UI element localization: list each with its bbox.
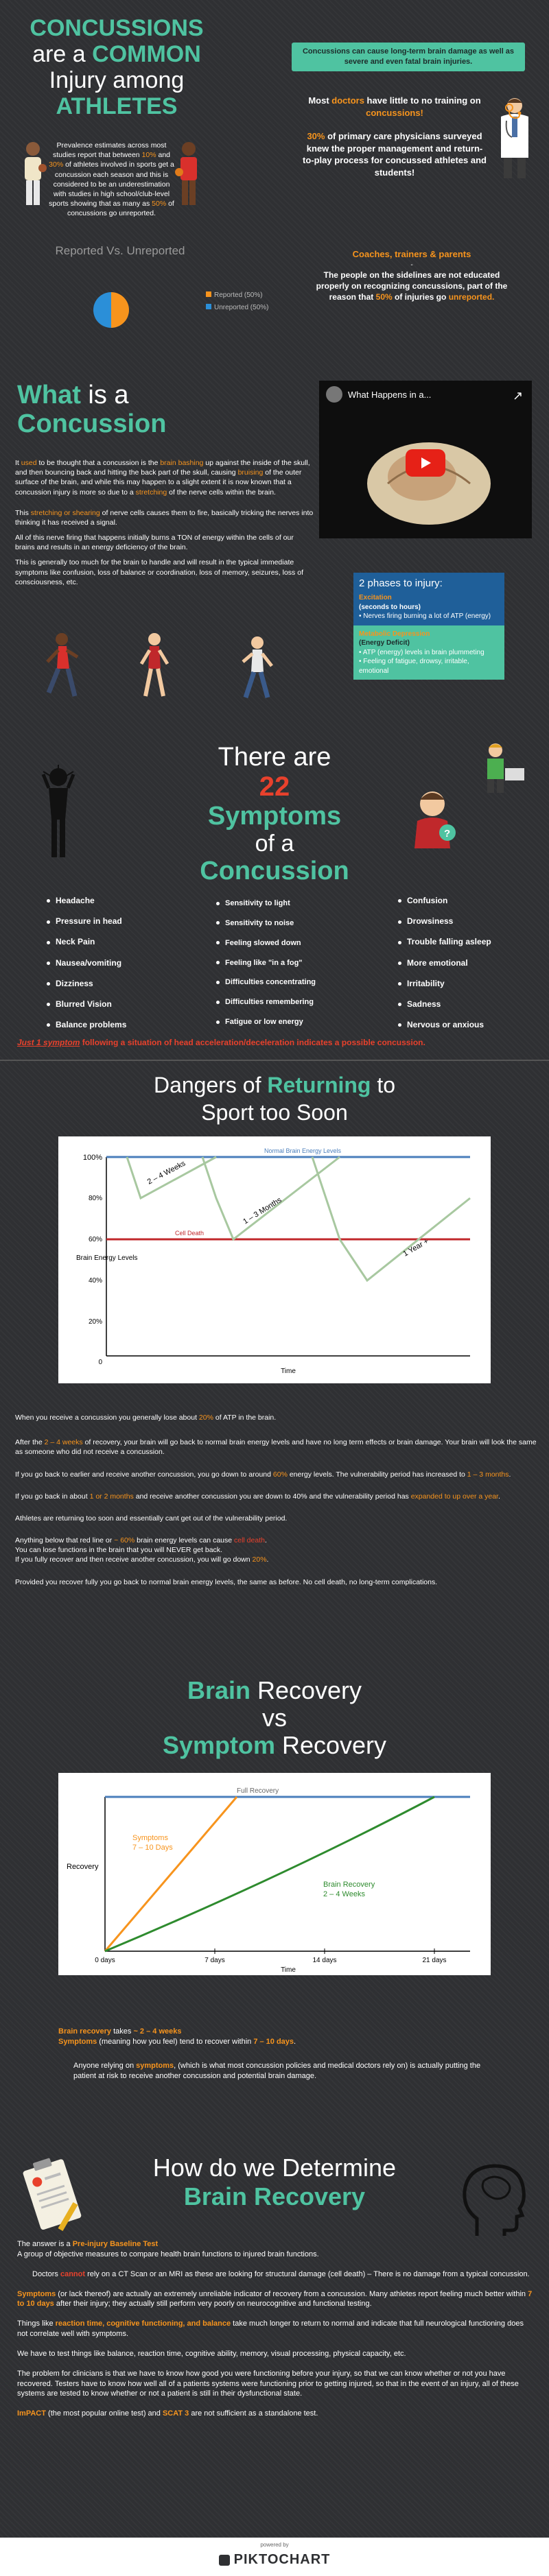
dangers-title-b: Returning (267, 1073, 371, 1097)
dangers-p1-b: 20% (198, 1414, 213, 1422)
determine-p2-c: rely on a CT Scan or an MRI as these are looking for structural damage (cell death) – There is no damage from a typical concussion. (85, 2269, 530, 2278)
what-paragraph-3: All of this nerve firing that happens initially burns a TON of energy within the cells of our brains and results in an energy deficiency of the brain. (15, 534, 294, 552)
dangers-p3-e: . (509, 1470, 511, 1479)
dangers-p6-c: brain energy levels can cause (135, 1536, 234, 1545)
what-p1-f: bruising (237, 468, 264, 477)
dangers-p6 (15, 1536, 537, 1545)
dangers-p2-b: 2 – 4 weeks (44, 1438, 83, 1447)
recovery-curve-2 (202, 1157, 340, 1239)
symptom-item: Nervous or anxious (398, 1019, 535, 1030)
dangers-p3-c: energy levels. The vulnerability period has increased to (287, 1470, 467, 1479)
recovery-y-label: Recovery (67, 1863, 99, 1871)
symptom-item: Blurred Vision (47, 999, 170, 1010)
dangers-p4-e: . (498, 1492, 500, 1501)
symptom-item: Feeling slowed down (216, 938, 353, 949)
recovery-p1-f: 7 – 10 days (253, 2037, 294, 2046)
what-p2-c: of nerve cells causes them to fire, basically tricking the nerves into thinking it has received a signal. (15, 508, 314, 527)
y-tick-20: 20% (88, 1318, 102, 1326)
running-figure-2 (130, 631, 178, 706)
phases-box-top (353, 573, 504, 625)
symptom-recovery-curve (105, 1797, 237, 1951)
symptom-item: Fatigue or low energy (216, 1017, 353, 1027)
recovery-title-b: Recovery (250, 1676, 362, 1704)
dangers-p6-line3 (15, 1555, 537, 1564)
determine-p7-b: (the most popular online test) and (45, 2409, 163, 2418)
y-tick-80: 80% (88, 1195, 102, 1202)
dangers-p2 (15, 1438, 537, 1457)
determine-p1-a: The answer is a (17, 2240, 73, 2248)
determine-p7-c: SCAT 3 (162, 2409, 189, 2418)
determine-p6: The problem for clinicians is that we have to know how good you were functioning before your injury, so that we can know whether or not you have recovered. Testers have to know how well all of a patients systems were functioning prior to getting injured, so that in the event of an injury, all of these systems are tested to know whether or not a patient is still in their dysfunctional state. (17, 2369, 519, 2398)
phases-box (353, 573, 504, 680)
dangers-p1 (15, 1413, 537, 1422)
recovery-p1-c: ~ 2 – 4 weeks (133, 2027, 182, 2036)
brain-curve-weeks: 2 – 4 Weeks (323, 1890, 365, 1898)
prevalence-text (48, 141, 175, 218)
coaches-title: Coaches, trainers & parents (352, 249, 471, 259)
symptom-item: Headache (47, 895, 170, 906)
recovery-p2 (58, 2061, 484, 2082)
determine-title (100, 2154, 449, 2211)
footer-bar (0, 2538, 549, 2576)
pie-chart (93, 291, 130, 329)
primary-care-b: of primary care physicians surveyed knew the proper management and return-to-play process for concussed athletes and students! (302, 131, 487, 178)
symptoms-title-l1: There are (218, 743, 331, 772)
dangers-title-c: to (371, 1073, 396, 1097)
dangers-p6-e: . (264, 1536, 267, 1545)
primary-care-text (302, 130, 487, 178)
pie-slice-unreported (93, 292, 111, 328)
y-tick-40: 40% (88, 1277, 102, 1285)
symptoms-column-3 (398, 895, 535, 1040)
primary-care-30: 30% (307, 131, 325, 141)
symptom-item: Confusion (398, 895, 535, 906)
what-p1-i: of the nerve cells within the brain. (167, 488, 276, 497)
play-icon (406, 449, 445, 477)
dangers-title-a: Dangers of (153, 1073, 268, 1097)
prevalence-text-e: of athletes involved in sports get a concussion each season and this is considered to be an underestimation with studies in high school/club-level sports showing that as many as (49, 160, 174, 208)
symptoms-curve-label: Symptoms (132, 1834, 168, 1842)
hero-title-line2a: are a (32, 41, 93, 67)
determine-p3-b: (or lack thereof) are actually an extremely unreliable indicator of recovery from a concussion. Many athletes report feeling much better within (56, 2289, 528, 2298)
dangers-p6-i: . (266, 1555, 269, 1564)
symptoms-column-2 (216, 898, 353, 1037)
legend-item-reported (206, 291, 268, 300)
recovery-x-label: Time (281, 1966, 296, 1974)
phase2-bullet-1-text: ATP (energy) levels in brain plummeting (362, 648, 484, 656)
x-axis-label: Time (281, 1368, 296, 1375)
recovery-title-d: Symptom (162, 1731, 275, 1759)
recovery-p1-e: (meaning how you feel) tend to recover within (97, 2037, 254, 2046)
determine-p4-b: reaction time, cognitive functioning, and balance (55, 2319, 231, 2328)
doctors-d: concussions! (366, 107, 423, 118)
svg-text:?: ? (444, 828, 451, 839)
symptom-item: Trouble falling asleep (398, 936, 535, 947)
determine-p2-b: cannot (60, 2269, 86, 2278)
recovery-p2-c: , (which is what most concussion policies and medical doctors rely on) is actually putting the patient at risk to receive another concussion and potential brain damage. (73, 2061, 481, 2080)
symptom-item: More emotional (398, 957, 535, 968)
recovery-p1-a: Brain recovery (58, 2027, 112, 2036)
brain-damage-callout: Concussions can cause long-term brain damage as well as severe and even fatal brain injuries. (292, 43, 525, 71)
video-title[interactable]: What Happens in a... (348, 390, 432, 400)
determine-p1-b: Pre-injury Baseline Test (72, 2240, 159, 2248)
coaches-50: 50% (375, 292, 393, 302)
full-recovery-label: Full Recovery (237, 1787, 279, 1795)
coaches-section (312, 248, 511, 303)
determine-body (17, 2239, 535, 2419)
recovery-curve-3 (312, 1157, 470, 1280)
symptom-item: Sensitivity to noise (216, 918, 353, 929)
basketball-player-illustration (175, 141, 202, 209)
pie-slice-reported (111, 292, 129, 328)
symptom-item: Nausea/vomiting (47, 957, 170, 968)
doctors-b: doctors (331, 95, 364, 106)
what-p2-b: stretching or shearing (30, 508, 100, 517)
dangers-p3-a: If you go back to earlier and receive another concussion, you go down to around (15, 1470, 273, 1479)
symptoms-footer (17, 1037, 539, 1048)
prevalence-10: 10% (141, 151, 156, 160)
dangers-p6-g: If you fully recover and then receive another concussion, you will go down (15, 1555, 253, 1564)
determine-p7 (17, 2409, 535, 2419)
x-tick-21: 21 days (422, 1957, 447, 1964)
coaches-d: unreported. (448, 292, 495, 302)
running-figure-1 (38, 631, 86, 706)
x-tick-14: 14 days (312, 1957, 337, 1964)
determine-p2 (17, 2269, 535, 2280)
dangers-p1-a: When you receive a concussion you generally lose about (15, 1414, 199, 1422)
dangers-p3-b: 60% (272, 1470, 288, 1479)
recovery-p2-a: Anyone relying on (73, 2061, 137, 2070)
prevalence-text-c: and (156, 151, 171, 160)
x-tick-0: 0 days (95, 1957, 115, 1964)
what-body (15, 458, 314, 593)
doctors-a: Most (308, 95, 332, 106)
y-axis-label: Brain Energy Levels (76, 1254, 138, 1262)
determine-p4-a: Things like (17, 2319, 56, 2328)
dangers-p6-d: cell death (234, 1536, 265, 1545)
dangers-p6-h: 20% (252, 1555, 267, 1564)
symptoms-footer-b: following a situation of head acceleration/deceleration indicates a possible concussion. (80, 1038, 425, 1047)
segment-label-3: 1 Year + (401, 1237, 430, 1259)
recovery-p1-b: takes (111, 2027, 134, 2036)
phase2-bullet-2: • Feeling of fatigue, drowsy, irritable, emotional (359, 658, 469, 675)
y-tick-60: 60% (88, 1236, 102, 1243)
head-profile-icon (456, 2160, 532, 2243)
section-divider (0, 1060, 549, 1061)
what-p1-h: stretching (135, 488, 167, 497)
hero-title-line2b: COMMON (92, 41, 201, 67)
coaches-dash: - (410, 261, 413, 269)
determine-p1-c: A group of objective measures to compare health brain functions to injured brain functions. (17, 2250, 319, 2258)
pie-legend (206, 291, 268, 312)
dangers-p2-c: of recovery, your brain will go back to normal brain energy levels and have no long term effects or brain damage. Your brain will look the same as someone who did not receive a concussion. (15, 1438, 537, 1457)
dangers-p4-c: and receive another concussion you are down to 40% and the vulnerability period has (133, 1492, 411, 1501)
phase1-title: Excitation (359, 594, 392, 602)
running-figure-3 (233, 634, 281, 710)
what-p1-a: It (15, 459, 21, 467)
recovery-p1-d: Symptoms (58, 2037, 97, 2046)
dangers-p6-b: ~ 60% (114, 1536, 135, 1545)
recovery-p1-line1 (58, 2027, 484, 2037)
determine-p7-a: ImPACT (17, 2409, 46, 2418)
hero-title-line4: ATHLETES (56, 93, 178, 119)
determine-title-l1: How do we Determine (152, 2154, 397, 2182)
energy-chart (58, 1136, 491, 1383)
dangers-p7: Provided you recover fully you go back to normal brain energy levels, the same as before. No cell death, no long-term complications. (15, 1577, 438, 1586)
symptom-item: Pressure in head (47, 916, 170, 927)
phase2-bullet-2-text: Feeling of fatigue, drowsy, irritable, emotional (359, 658, 469, 675)
recovery-title (103, 1677, 446, 1759)
football-player-illustration (19, 141, 47, 209)
recovery-p1-line2 (58, 2037, 484, 2047)
pie-chart-title: Reported Vs. Unreported (55, 244, 185, 257)
phase2-bullet-1: • ATP (energy) levels in brain plummeting (359, 648, 484, 656)
determine-p5: We have to test things like balance, reaction time, cognitive ability, memory, visual processing, physical capacity, etc. (17, 2349, 406, 2358)
symptom-item: Dizziness (47, 978, 170, 989)
symptom-item: Difficulties concentrating (216, 977, 353, 988)
determine-p7-d: are not sufficient as a standalone test. (189, 2409, 318, 2418)
legend-swatch-unreported (206, 304, 211, 309)
what-p1-e: up against the inside of the skull, and then bouncing back and hitting the back part of the skull, causing (15, 459, 310, 477)
stethoscope-icon (504, 103, 522, 121)
symptom-item: Difficulties remembering (216, 997, 353, 1007)
hero-title-line1: CONCUSSIONS (30, 15, 204, 41)
segment-label-2: 1 – 3 Months (242, 1195, 283, 1226)
doctors-c: have little to no training on (364, 95, 481, 106)
dangers-p1-c: of ATP in the brain. (213, 1414, 277, 1422)
footer-powered-by: powered by (260, 2542, 289, 2548)
symptoms-footer-a: Just 1 symptom (17, 1038, 80, 1047)
determine-p1 (17, 2239, 535, 2250)
dangers-p3-d: 1 – 3 months (467, 1470, 509, 1479)
dangers-p4 (15, 1492, 537, 1501)
prevalence-text-g: of concussions go unreported. (67, 200, 174, 218)
phase1-bullet-text: Nerves firing burning a lot of ATP (energy) (363, 612, 491, 621)
dangers-title (69, 1071, 480, 1126)
cell-death-label: Cell Death (175, 1230, 205, 1237)
piktochart-logo[interactable] (0, 2551, 549, 2569)
prevalence-text-a: Prevalence estimates across most studies report that between (52, 141, 167, 160)
dangers-p5: Athletes are returning too soon and essentially cant get out of the vulnerability period. (15, 1514, 288, 1523)
what-title-c: Concussion (17, 409, 167, 438)
determine-p3 (17, 2289, 535, 2310)
symptoms-title-l5: Concussion (200, 857, 349, 885)
recovery-title-c: vs (262, 1704, 287, 1732)
symptoms-curve-days: 7 – 10 Days (132, 1844, 173, 1852)
what-p1-d: brain bashing (160, 459, 204, 467)
recovery-title-a: Brain (187, 1676, 250, 1704)
symptom-item: Drowsiness (398, 916, 535, 927)
doctors-training-text (302, 95, 487, 119)
dangers-p2-a: After the (15, 1438, 45, 1447)
dangers-p6-line2: You can lose functions in the brain that you will NEVER get back. (15, 1546, 222, 1555)
legend-swatch-reported (206, 291, 211, 297)
symptom-item: Irritability (398, 978, 535, 989)
what-p1-g: of the outer surface of the brain, and while this may happen to a slight extent it is now known that a concussion injury is more so due to a (15, 468, 302, 497)
prevalence-30: 30% (49, 160, 64, 169)
determine-title-l2: Brain Recovery (183, 2182, 366, 2210)
recovery-p2-b: symptoms (136, 2061, 174, 2070)
dangers-p4-b: 1 or 2 months (89, 1492, 134, 1501)
what-paragraph-2 (15, 508, 314, 527)
what-title-a: What (17, 381, 81, 409)
symptom-item: Balance problems (47, 1019, 170, 1030)
symptoms-title-l4: of a (255, 831, 294, 857)
prevalence-50: 50% (152, 200, 167, 208)
phase2-sub: (Energy Deficit) (359, 639, 410, 647)
dangers-p3 (15, 1470, 537, 1479)
determine-p4-c: take much longer to return to normal and indicate that full neurological functioning does not correlate well with symptoms. (17, 2319, 524, 2339)
what-paragraph-4: This is generally too much for the brain to handle and will result in the typical immediate symptoms like confusion, loss of balance or coordination, loss of memory, seizures, loss of consciousness, etc. (15, 558, 303, 586)
dangers-p6-a: Anything below that red line or (15, 1536, 115, 1545)
stressed-person-illustration (38, 765, 79, 861)
video-player[interactable] (319, 381, 532, 538)
determine-p3-c: 7 to 10 days (17, 2289, 533, 2309)
determine-p3-a: Symptoms (17, 2289, 56, 2298)
y-tick-100: 100% (82, 1154, 102, 1162)
dangers-p4-d: expanded to up over a year (410, 1492, 498, 1501)
determine-p4 (17, 2319, 535, 2339)
recovery-body (58, 2027, 484, 2081)
legend-label-unreported: Unreported (50%) (214, 303, 269, 311)
piktochart-logo-text: PIKTOCHART (233, 2551, 331, 2567)
symptoms-title-number: 22 (259, 772, 290, 802)
dangers-title-d: Sport too Soon (201, 1100, 348, 1125)
normal-energy-label: Normal Brain Energy Levels (264, 1147, 342, 1154)
x-tick-7: 7 days (205, 1957, 225, 1964)
clipboard-illustration (17, 2154, 86, 2236)
phases-title: 2 phases to injury: (359, 577, 443, 589)
coaches-a: The people on the sidelines are not educated properly on recognizing concussions, part of the reason that (316, 270, 508, 302)
what-p1-c: to be thought that a concussion is the (36, 459, 161, 467)
share-icon[interactable]: ↗ (513, 389, 524, 403)
what-paragraph-1 (15, 458, 314, 497)
determine-p2-a: Doctors (32, 2269, 60, 2278)
play-button[interactable] (406, 449, 445, 477)
phase1-sub: (seconds to hours) (359, 603, 421, 611)
brain-curve-label: Brain Recovery (323, 1881, 375, 1889)
coaches-text (312, 270, 511, 303)
hero-title (14, 15, 220, 119)
dangers-body (15, 1413, 537, 1593)
brain-recovery-curve (105, 1797, 434, 1951)
piktochart-logo-icon (219, 2555, 230, 2566)
symptoms-column-1 (47, 895, 170, 1040)
symptom-item: Neck Pain (47, 936, 170, 947)
recovery-title-e: Recovery (274, 1731, 387, 1759)
recovery-p1-g: . (294, 2037, 296, 2046)
coaches-c: of injuries go (392, 292, 449, 302)
symptoms-title-l3: Symptoms (207, 802, 342, 831)
recovery-curve-1 (127, 1157, 216, 1198)
what-p2-a: This (15, 508, 31, 517)
phases-box-bottom (353, 625, 504, 680)
hero-title-line3: Injury among (49, 67, 185, 93)
phase2-title: Metabolic Depression (359, 630, 430, 638)
legend-label-reported: Reported (50%) (214, 291, 263, 299)
y-tick-0: 0 (98, 1359, 102, 1366)
symptoms-title (158, 743, 391, 885)
symptom-item: Sadness (398, 999, 535, 1010)
determine-p3-d: after their injury; they actually still perform very poorly on neurocognitive and functional testing. (54, 2300, 372, 2309)
confused-person-illustration (405, 783, 460, 848)
recovery-chart (58, 1773, 491, 1975)
symptom-item: Feeling like "in a fog" (216, 958, 353, 968)
person-at-laptop-illustration (480, 741, 528, 796)
phase1-bullet: • Nerves firing burning a lot of ATP (energy) (359, 612, 491, 621)
legend-item-unreported (206, 303, 268, 313)
dangers-p4-a: If you go back in about (15, 1492, 90, 1501)
channel-avatar[interactable] (326, 386, 342, 403)
symptom-item: Sensitivity to light (216, 898, 353, 909)
what-p1-b: used (21, 459, 37, 467)
what-title-b: is a (80, 381, 129, 409)
segment-label-1: 2 – 4 Weeks (145, 1159, 187, 1186)
what-title (17, 381, 264, 438)
